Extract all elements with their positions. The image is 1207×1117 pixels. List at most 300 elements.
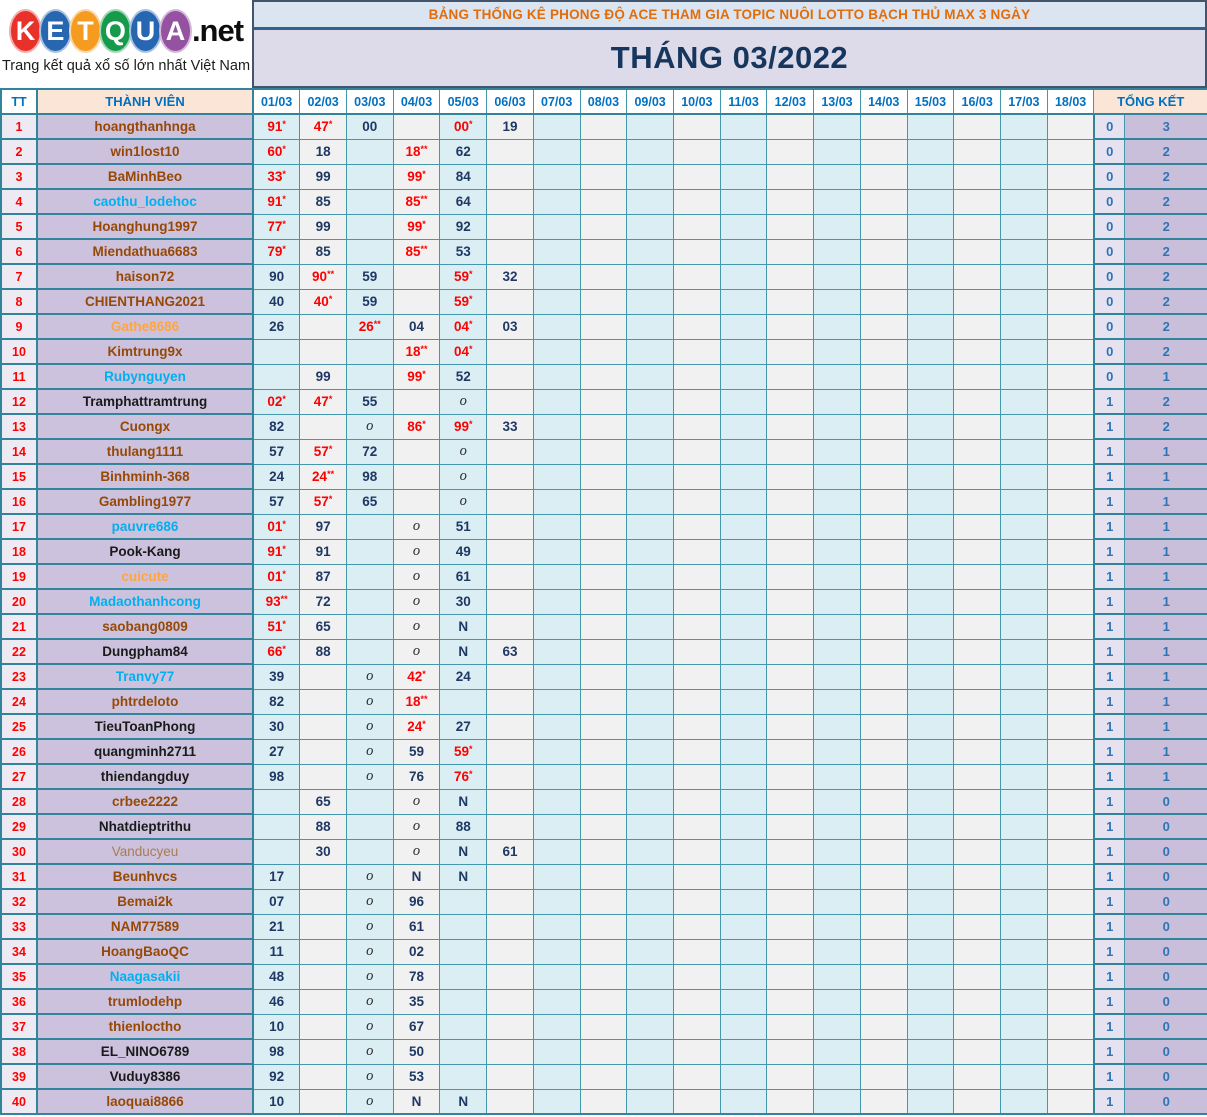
month-title: THÁNG 03/2022 [610, 40, 849, 75]
score-cell [814, 589, 861, 614]
total-win-count: 0 [1094, 164, 1125, 189]
score-cell [487, 664, 534, 689]
score-cell: o [346, 739, 393, 764]
table-row [1, 889, 1207, 914]
score-cell: o [346, 914, 393, 939]
table-row [1, 264, 1207, 289]
member-name: thienloctho [37, 1014, 253, 1039]
score-cell [533, 339, 580, 364]
score-cell [1001, 864, 1048, 889]
score-cell [860, 414, 907, 439]
score-cell [954, 264, 1001, 289]
score-cell [1001, 1014, 1048, 1039]
score-cell: 63 [487, 639, 534, 664]
row-number: 11 [1, 364, 37, 389]
score-cell [907, 589, 954, 614]
score-cell: 04* [440, 339, 487, 364]
score-cell [346, 514, 393, 539]
score-cell [814, 914, 861, 939]
total-win-count: 1 [1094, 914, 1125, 939]
score-cell: o [346, 764, 393, 789]
total-score: 1 [1125, 589, 1207, 614]
score-cell: o [440, 389, 487, 414]
score-cell [1001, 114, 1048, 139]
score-cell: 99* [393, 164, 440, 189]
col-header-date: 11/03 [720, 89, 767, 114]
score-cell: 59 [346, 264, 393, 289]
score-cell [814, 764, 861, 789]
member-name: haison72 [37, 264, 253, 289]
score-cell [720, 1014, 767, 1039]
score-cell [627, 314, 674, 339]
score-cell [1047, 989, 1094, 1014]
score-cell: 24 [253, 464, 300, 489]
score-cell [580, 489, 627, 514]
score-cell: 32 [487, 264, 534, 289]
score-cell [487, 1064, 534, 1089]
score-cell [720, 839, 767, 864]
score-cell [767, 839, 814, 864]
logo-letter: E [39, 9, 72, 53]
total-score: 1 [1125, 689, 1207, 714]
member-name: Naagasakii [37, 964, 253, 989]
table-row [1, 839, 1207, 864]
score-cell [860, 889, 907, 914]
score-cell: o [346, 1014, 393, 1039]
score-cell [1047, 514, 1094, 539]
score-cell [907, 664, 954, 689]
row-number: 29 [1, 814, 37, 839]
score-cell [487, 214, 534, 239]
score-cell [346, 839, 393, 864]
score-cell [814, 139, 861, 164]
score-cell [487, 689, 534, 714]
score-cell [954, 689, 1001, 714]
score-cell: 99 [300, 164, 347, 189]
score-cell: 99 [300, 214, 347, 239]
score-cell: o [346, 989, 393, 1014]
table-row [1, 814, 1207, 839]
score-cell: 02 [393, 939, 440, 964]
score-cell [627, 1089, 674, 1114]
score-cell [860, 914, 907, 939]
score-cell [954, 889, 1001, 914]
total-score: 0 [1125, 964, 1207, 989]
score-cell [487, 189, 534, 214]
total-score: 2 [1125, 264, 1207, 289]
header-banners [252, 0, 1207, 88]
score-cell [673, 589, 720, 614]
score-cell [1001, 789, 1048, 814]
score-cell [487, 889, 534, 914]
member-name: EL_NINO6789 [37, 1039, 253, 1064]
score-cell [860, 239, 907, 264]
score-cell [673, 739, 720, 764]
score-cell [487, 164, 534, 189]
total-score: 1 [1125, 764, 1207, 789]
score-cell: 10 [253, 1089, 300, 1114]
score-cell: o [346, 1089, 393, 1114]
score-cell: 04 [393, 314, 440, 339]
score-cell [907, 364, 954, 389]
score-cell [720, 264, 767, 289]
score-cell: 53 [440, 239, 487, 264]
row-number: 40 [1, 1089, 37, 1114]
score-cell [580, 214, 627, 239]
score-cell [767, 664, 814, 689]
member-name: cuicute [37, 564, 253, 589]
score-cell: 99 [300, 364, 347, 389]
total-win-count: 0 [1094, 314, 1125, 339]
score-cell [907, 889, 954, 914]
score-cell: N [393, 1089, 440, 1114]
score-cell [580, 839, 627, 864]
score-cell [1001, 739, 1048, 764]
score-cell [346, 564, 393, 589]
score-cell [814, 414, 861, 439]
score-cell: 61 [393, 914, 440, 939]
row-number: 1 [1, 114, 37, 139]
score-cell [767, 564, 814, 589]
total-win-count: 1 [1094, 939, 1125, 964]
row-number: 5 [1, 214, 37, 239]
total-score: 0 [1125, 889, 1207, 914]
score-cell [720, 114, 767, 139]
score-cell [1001, 939, 1048, 964]
score-cell [814, 964, 861, 989]
score-cell [954, 314, 1001, 339]
score-cell: 59 [393, 739, 440, 764]
score-cell [393, 464, 440, 489]
score-cell [860, 639, 907, 664]
score-cell [767, 889, 814, 914]
score-cell: 67 [393, 1014, 440, 1039]
score-cell [533, 964, 580, 989]
score-cell [673, 414, 720, 439]
score-cell [580, 239, 627, 264]
total-score: 0 [1125, 814, 1207, 839]
score-cell [580, 564, 627, 589]
row-number: 17 [1, 514, 37, 539]
total-win-count: 0 [1094, 339, 1125, 364]
score-cell [1047, 739, 1094, 764]
col-header-date: 16/03 [954, 89, 1001, 114]
score-cell: 98 [253, 764, 300, 789]
score-cell [1047, 664, 1094, 689]
row-number: 7 [1, 264, 37, 289]
score-cell [814, 1089, 861, 1114]
score-cell [533, 539, 580, 564]
score-cell [533, 214, 580, 239]
score-cell [533, 389, 580, 414]
score-cell [673, 564, 720, 589]
score-cell [346, 189, 393, 214]
score-cell [533, 189, 580, 214]
score-cell [487, 239, 534, 264]
score-cell [814, 164, 861, 189]
col-header-date: 12/03 [767, 89, 814, 114]
total-score: 1 [1125, 614, 1207, 639]
score-cell [300, 989, 347, 1014]
score-cell [627, 614, 674, 639]
score-cell [673, 989, 720, 1014]
score-cell [487, 964, 534, 989]
score-cell [580, 464, 627, 489]
total-score: 0 [1125, 1089, 1207, 1114]
score-cell [907, 939, 954, 964]
score-cell [814, 1064, 861, 1089]
header-row [1, 89, 1207, 114]
score-cell [1001, 989, 1048, 1014]
total-score: 0 [1125, 914, 1207, 939]
score-cell [440, 989, 487, 1014]
score-cell: 01* [253, 564, 300, 589]
score-cell [1047, 1039, 1094, 1064]
score-cell [1047, 439, 1094, 464]
score-cell [533, 139, 580, 164]
score-cell [627, 914, 674, 939]
score-cell [580, 414, 627, 439]
score-cell [580, 639, 627, 664]
score-cell [580, 339, 627, 364]
score-cell [346, 589, 393, 614]
score-cell [907, 139, 954, 164]
score-cell: 00 [346, 114, 393, 139]
score-cell [580, 989, 627, 1014]
score-cell [720, 239, 767, 264]
score-cell [580, 614, 627, 639]
score-cell [627, 489, 674, 514]
score-cell [720, 314, 767, 339]
total-score: 1 [1125, 564, 1207, 589]
score-cell [673, 864, 720, 889]
total-score: 1 [1125, 639, 1207, 664]
score-cell [580, 964, 627, 989]
total-win-count: 1 [1094, 839, 1125, 864]
score-cell [300, 914, 347, 939]
score-cell [673, 439, 720, 464]
row-number: 10 [1, 339, 37, 364]
score-cell [393, 289, 440, 314]
score-cell [346, 814, 393, 839]
score-cell: 04* [440, 314, 487, 339]
score-cell [253, 339, 300, 364]
score-cell [767, 139, 814, 164]
score-cell [487, 464, 534, 489]
total-win-count: 1 [1094, 864, 1125, 889]
score-cell [907, 464, 954, 489]
row-number: 33 [1, 914, 37, 939]
score-cell [954, 614, 1001, 639]
score-cell: o [346, 889, 393, 914]
score-cell: 98 [346, 464, 393, 489]
score-cell [720, 339, 767, 364]
row-number: 13 [1, 414, 37, 439]
score-cell [767, 989, 814, 1014]
score-cell [487, 564, 534, 589]
score-cell [1001, 639, 1048, 664]
score-cell [767, 714, 814, 739]
total-win-count: 1 [1094, 764, 1125, 789]
table-row [1, 239, 1207, 264]
score-cell [1001, 1064, 1048, 1089]
score-cell [346, 239, 393, 264]
score-cell [814, 189, 861, 214]
score-cell: o [393, 814, 440, 839]
score-cell [300, 1089, 347, 1114]
score-cell [580, 314, 627, 339]
score-cell [673, 689, 720, 714]
score-cell [720, 814, 767, 839]
score-cell: 30 [253, 714, 300, 739]
score-cell [860, 764, 907, 789]
score-cell [580, 189, 627, 214]
total-win-count: 1 [1094, 564, 1125, 589]
score-cell [907, 189, 954, 214]
score-cell [1047, 164, 1094, 189]
score-cell [580, 889, 627, 914]
score-cell: 07 [253, 889, 300, 914]
score-cell [1047, 564, 1094, 589]
total-win-count: 0 [1094, 189, 1125, 214]
score-cell [393, 389, 440, 414]
score-cell [860, 1064, 907, 1089]
score-cell [720, 864, 767, 889]
table-row [1, 689, 1207, 714]
score-cell [814, 464, 861, 489]
score-cell [487, 864, 534, 889]
logo-letter: K [9, 9, 42, 53]
score-cell [907, 1064, 954, 1089]
score-cell [907, 639, 954, 664]
row-number: 8 [1, 289, 37, 314]
score-cell [1001, 289, 1048, 314]
member-name: crbee2222 [37, 789, 253, 814]
score-cell: 78 [393, 964, 440, 989]
score-cell [1001, 839, 1048, 864]
score-cell [767, 439, 814, 464]
total-win-count: 1 [1094, 589, 1125, 614]
score-cell [954, 364, 1001, 389]
score-cell [627, 789, 674, 814]
score-cell [533, 689, 580, 714]
score-cell [860, 664, 907, 689]
score-cell [814, 839, 861, 864]
score-cell [767, 789, 814, 814]
score-cell [767, 614, 814, 639]
site-logo[interactable] [0, 0, 252, 88]
logo-letter: U [129, 9, 162, 53]
score-cell: 49 [440, 539, 487, 564]
score-cell: 57* [300, 489, 347, 514]
score-cell [673, 814, 720, 839]
member-name: Hoanghung1997 [37, 214, 253, 239]
score-cell [580, 814, 627, 839]
score-cell [720, 389, 767, 414]
score-cell [673, 164, 720, 189]
score-cell: 52 [440, 364, 487, 389]
table-row [1, 164, 1207, 189]
member-name: Beunhvcs [37, 864, 253, 889]
total-score: 0 [1125, 939, 1207, 964]
score-cell [627, 764, 674, 789]
score-cell [487, 914, 534, 939]
score-cell: 93** [253, 589, 300, 614]
score-cell: N [393, 864, 440, 889]
score-cell [1047, 339, 1094, 364]
score-cell [860, 364, 907, 389]
score-cell [487, 1089, 534, 1114]
row-number: 28 [1, 789, 37, 814]
score-cell [487, 814, 534, 839]
score-cell [487, 739, 534, 764]
member-name: Tramphattramtrung [37, 389, 253, 414]
logo-suffix: .net [191, 13, 244, 48]
table-row [1, 289, 1207, 314]
score-cell [814, 314, 861, 339]
score-cell [814, 1014, 861, 1039]
row-number: 23 [1, 664, 37, 689]
score-cell [1047, 1014, 1094, 1039]
col-header-date: 18/03 [1047, 89, 1094, 114]
score-cell [767, 589, 814, 614]
score-cell [487, 439, 534, 464]
table-row [1, 414, 1207, 439]
score-cell [627, 414, 674, 439]
score-cell [393, 439, 440, 464]
score-cell [767, 239, 814, 264]
score-cell: 90 [253, 264, 300, 289]
score-cell [673, 539, 720, 564]
table-row [1, 864, 1207, 889]
score-cell [907, 839, 954, 864]
score-cell [627, 439, 674, 464]
total-win-count: 0 [1094, 264, 1125, 289]
total-win-count: 1 [1094, 439, 1125, 464]
score-cell [673, 364, 720, 389]
score-cell: 51* [253, 614, 300, 639]
score-cell [767, 339, 814, 364]
score-cell [673, 664, 720, 689]
score-cell [767, 114, 814, 139]
score-cell [860, 689, 907, 714]
score-cell: 61 [487, 839, 534, 864]
logo-tagline: Trang kết quả xổ số lớn nhất Việt Nam [1, 58, 251, 74]
score-cell [767, 289, 814, 314]
col-header-date: 03/03 [346, 89, 393, 114]
score-cell [533, 414, 580, 439]
score-cell [954, 1014, 1001, 1039]
member-name: Miendathua6683 [37, 239, 253, 264]
score-cell [720, 789, 767, 814]
total-score: 0 [1125, 864, 1207, 889]
score-cell [533, 114, 580, 139]
score-cell [860, 1014, 907, 1039]
total-score: 1 [1125, 439, 1207, 464]
score-cell [954, 114, 1001, 139]
score-cell [954, 339, 1001, 364]
score-cell [954, 1064, 1001, 1089]
score-cell [1047, 1089, 1094, 1114]
score-cell [1047, 864, 1094, 889]
score-cell [346, 789, 393, 814]
score-cell: N [440, 839, 487, 864]
member-name: trumlodehp [37, 989, 253, 1014]
score-cell [533, 1089, 580, 1114]
score-cell: 84 [440, 164, 487, 189]
col-header-total: TỔNG KẾT [1094, 89, 1207, 114]
score-cell [300, 1039, 347, 1064]
